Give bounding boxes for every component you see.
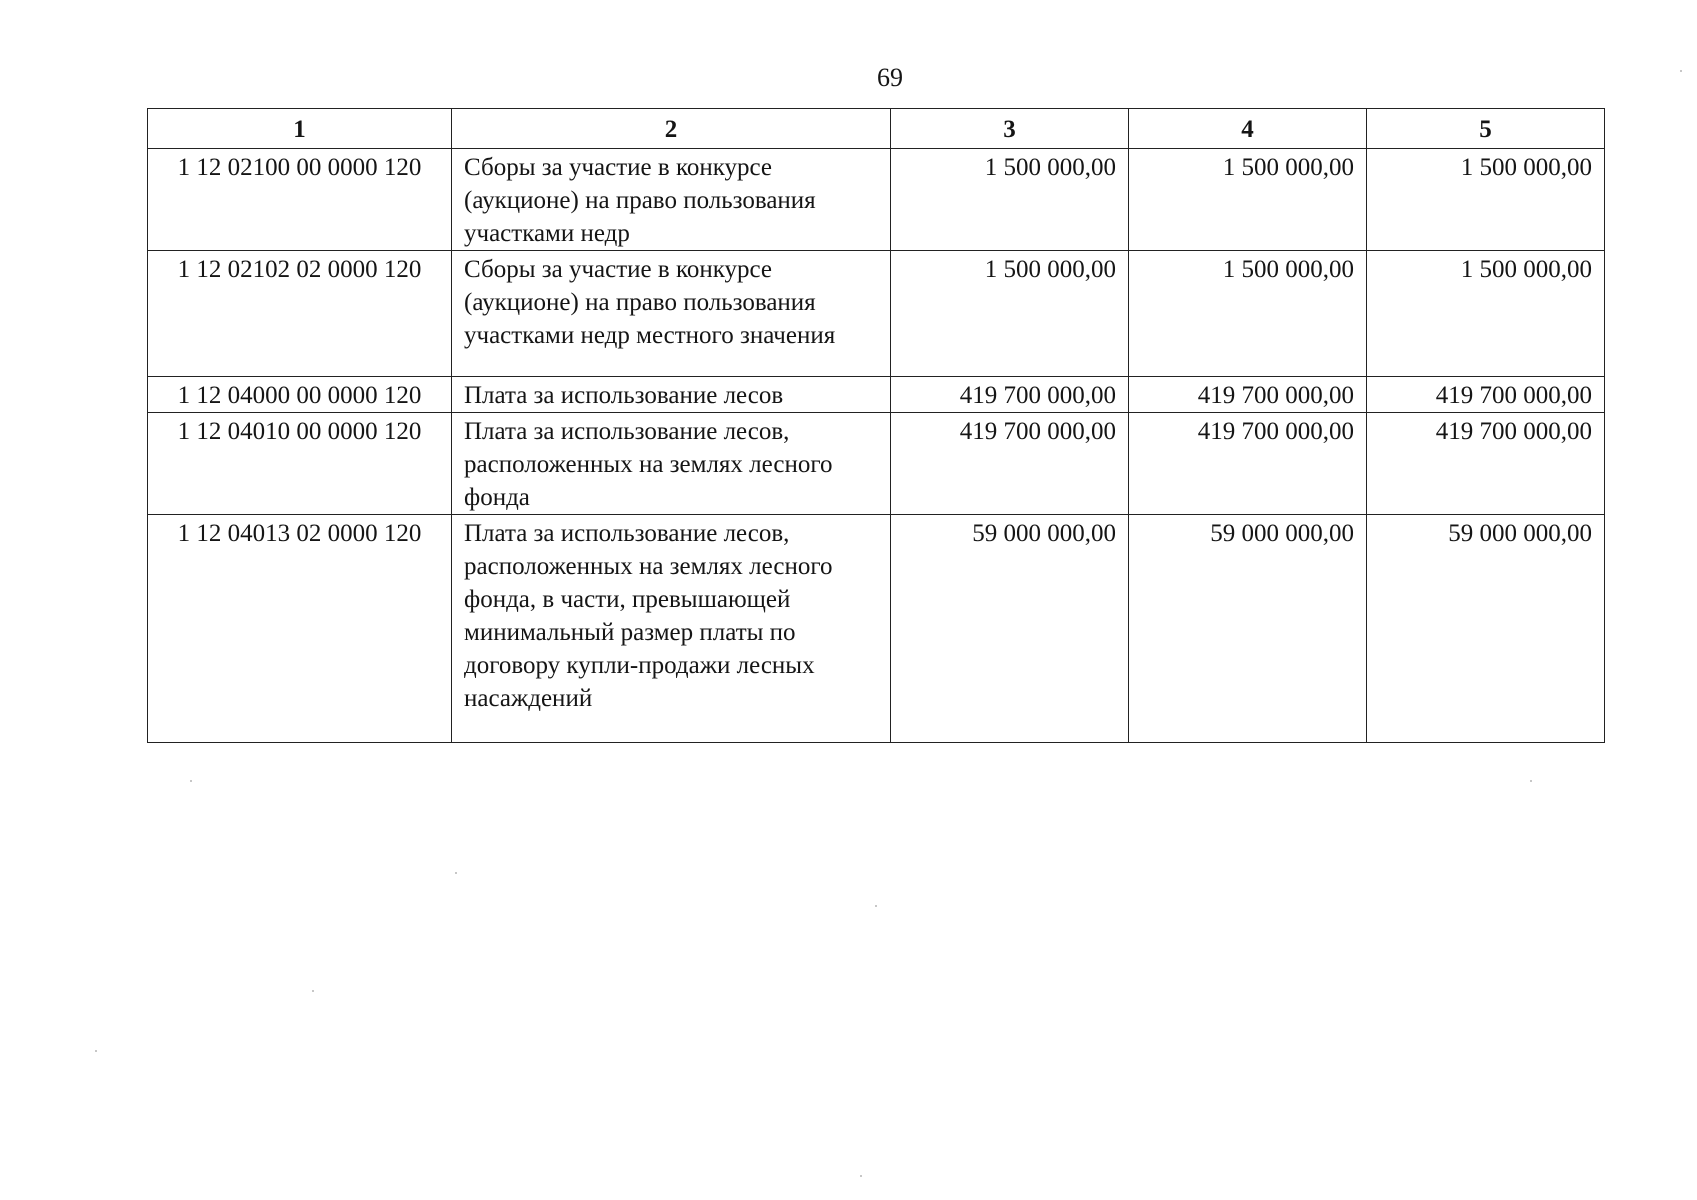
row-value-col5: 419 700 000,00 (1367, 377, 1605, 413)
row-value-col5: 1 500 000,00 (1367, 149, 1605, 251)
table-row (148, 515, 1605, 743)
scan-speck (455, 872, 457, 874)
row-value-col5: 59 000 000,00 (1367, 515, 1605, 743)
header-cell-2: 2 (452, 109, 891, 149)
scan-speck (860, 1175, 862, 1177)
row-name: Плата за использование лесов, расположенных на землях лесного фонда (452, 413, 891, 515)
scan-speck (95, 1050, 97, 1052)
row-name: Сборы за участие в конкурсе (аукционе) на право пользования участками недр (452, 149, 891, 251)
budget-table (147, 108, 1605, 743)
row-value-col5: 419 700 000,00 (1367, 413, 1605, 515)
row-value-col3: 59 000 000,00 (891, 515, 1129, 743)
row-name: Сборы за участие в конкурсе (аукционе) на право пользования участками недр местного значения (452, 251, 891, 377)
row-value-col4: 59 000 000,00 (1129, 515, 1367, 743)
row-code: 1 12 04000 00 0000 120 (148, 377, 452, 413)
table-row (148, 251, 1605, 377)
row-code: 1 12 02100 00 0000 120 (148, 149, 452, 251)
table-row (148, 149, 1605, 251)
row-value-col4: 419 700 000,00 (1129, 377, 1367, 413)
table-header-row (148, 109, 1605, 149)
row-code: 1 12 04013 02 0000 120 (148, 515, 452, 743)
row-value-col3: 1 500 000,00 (891, 149, 1129, 251)
header-cell-5: 5 (1367, 109, 1605, 149)
page-number: 69 (877, 63, 903, 92)
row-name: Плата за использование лесов (452, 377, 891, 413)
scan-speck (1530, 780, 1532, 782)
header-cell-1: 1 (148, 109, 452, 149)
row-value-col4: 1 500 000,00 (1129, 251, 1367, 377)
row-value-col4: 1 500 000,00 (1129, 149, 1367, 251)
header-cell-4: 4 (1129, 109, 1367, 149)
row-value-col3: 1 500 000,00 (891, 251, 1129, 377)
scan-speck (1680, 70, 1682, 72)
scan-speck (190, 780, 192, 782)
row-code: 1 12 04010 00 0000 120 (148, 413, 452, 515)
scan-speck (312, 990, 314, 992)
scan-speck (875, 905, 877, 907)
header-cell-3: 3 (891, 109, 1129, 149)
table-row (148, 377, 1605, 413)
row-value-col4: 419 700 000,00 (1129, 413, 1367, 515)
row-name: Плата за использование лесов, расположенных на землях лесного фонда, в части, превышающей минимальный размер платы по договору купли-продажи лесных насаждений (452, 515, 891, 743)
row-code: 1 12 02102 02 0000 120 (148, 251, 452, 377)
row-value-col3: 419 700 000,00 (891, 377, 1129, 413)
table-row (148, 413, 1605, 515)
row-value-col5: 1 500 000,00 (1367, 251, 1605, 377)
row-value-col3: 419 700 000,00 (891, 413, 1129, 515)
